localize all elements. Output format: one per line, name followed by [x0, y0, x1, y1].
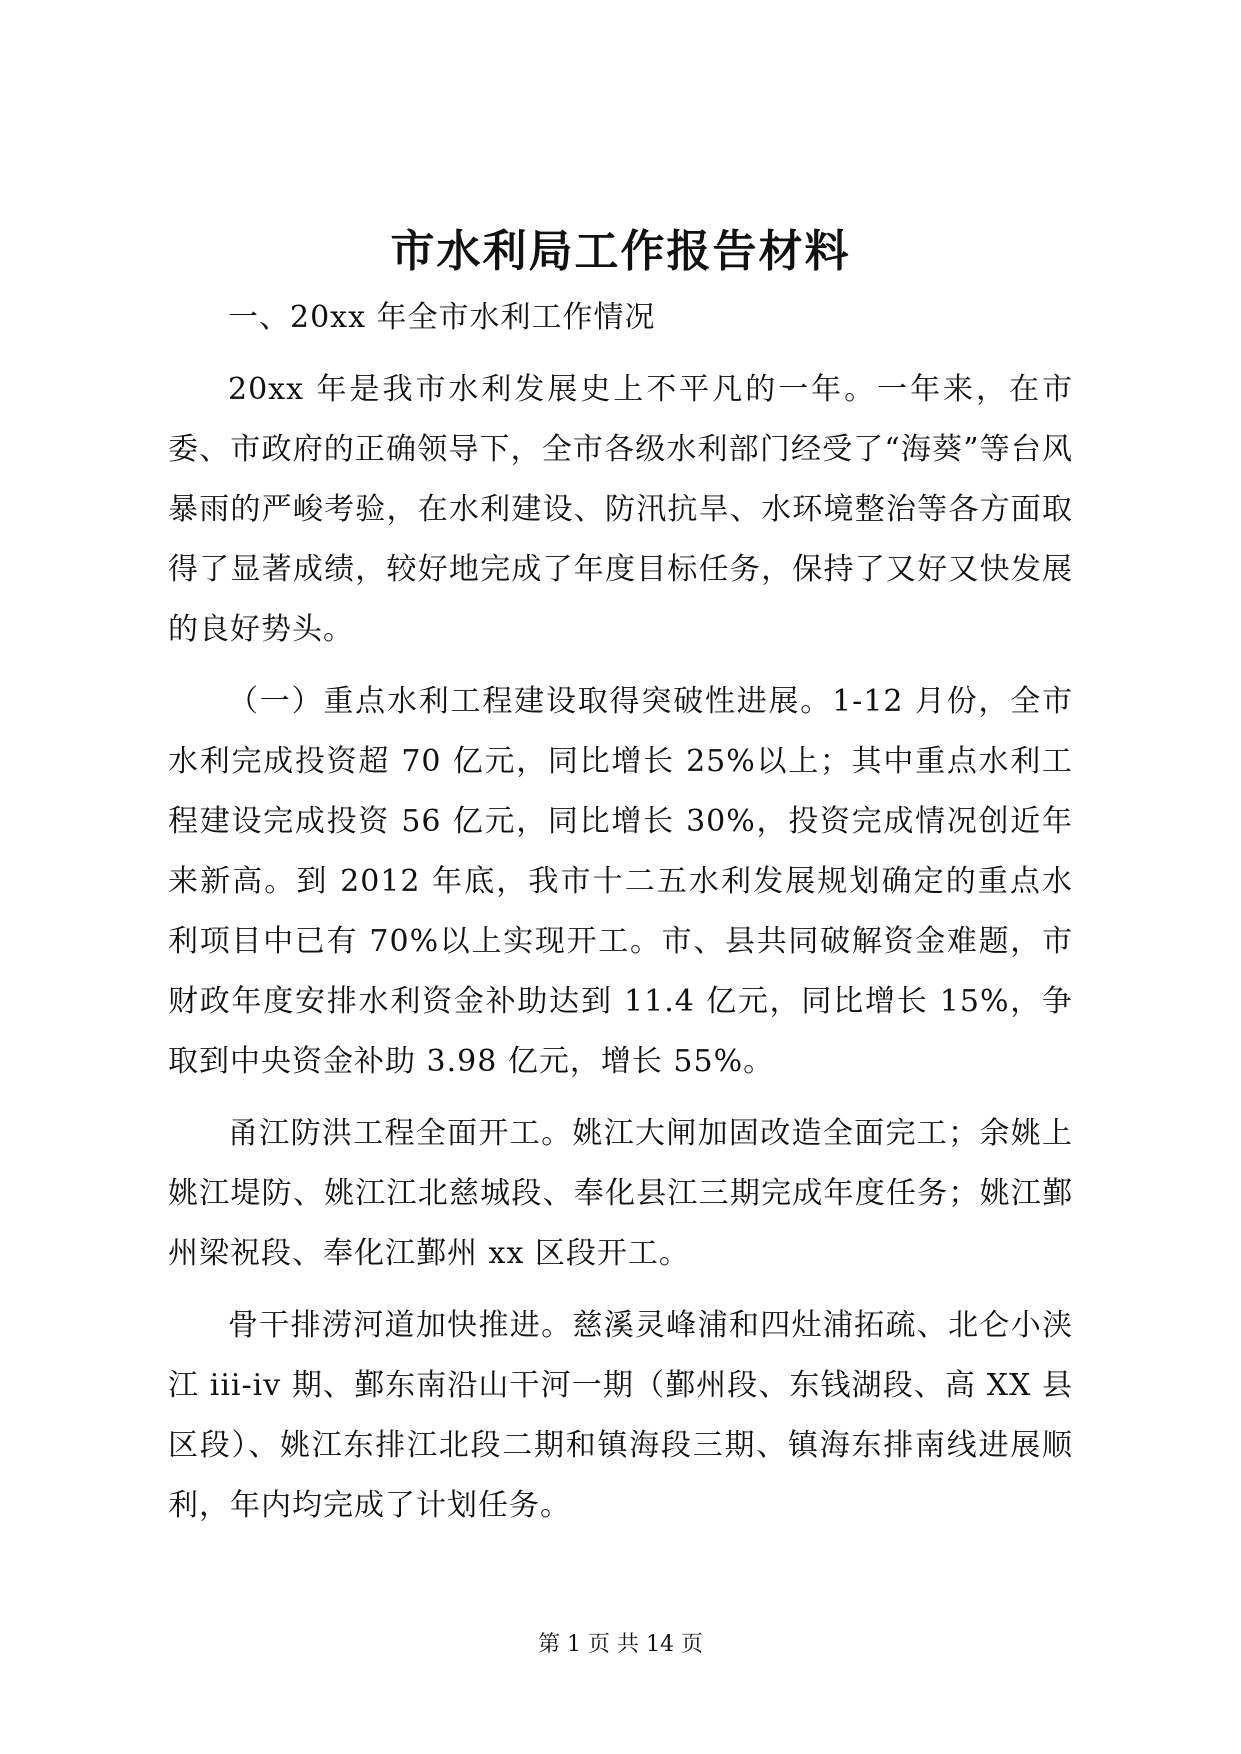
section-heading: 一、20xx 年全市水利工作情况 — [228, 300, 656, 335]
paragraph-drainage: 骨干排涝河道加快推进。慈溪灵峰浦和四灶浦拓疏、北仑小浃江 iii-iv 期、鄞东南沿山干河一期（鄞州段、东钱湖段、高 XX 县区段）、姚江东排江北段二期和镇海段三期、镇海东排南线进展顺利，年内均完成了计划任务。 — [168, 1308, 1073, 1523]
document-title: 市水利局工作报告材料 — [390, 226, 851, 277]
document-body — [168, 288, 1073, 1548]
page-footer: 第 1 页 共 14 页 — [538, 1632, 703, 1657]
paragraph-flood-control: 甬江防洪工程全面开工。姚江大闸加固改造全面完工；余姚上姚江堤防、姚江江北慈城段、奉化县江三期完成年度任务；姚江鄞州梁祝段、奉化江鄞州 xx 区段开工。 — [168, 1116, 1073, 1271]
paragraph-key-projects: （一）重点水利工程建设取得突破性进展。1-12 月份，全市水利完成投资超 70 亿元，同比增长 25%以上；其中重点水利工程建设完成投资 56 亿元，同比增长 30%，投资完成情况创近年来新高。到 2012 年底，我市十二五水利发展规划确定的重点水利项目中已有 70%以上实现开工。市、县共同破解资金难题，市财政年度安排水利资金补助达到 11.4 亿元，同比增长 15%，争取到中央资金补助 3.98 亿元，增长 55%。 — [168, 684, 1073, 1079]
paragraph-intro: 20xx 年是我市水利发展史上不平凡的一年。一年来，在市委、市政府的正确领导下，全市各级水利部门经受了“海葵”等台风暴雨的严峻考验，在水利建设、防汛抗旱、水环境整治等各方面取得了显著成绩，较好地完成了年度目标任务，保持了又好又快发展的良好势头。 — [168, 372, 1073, 647]
